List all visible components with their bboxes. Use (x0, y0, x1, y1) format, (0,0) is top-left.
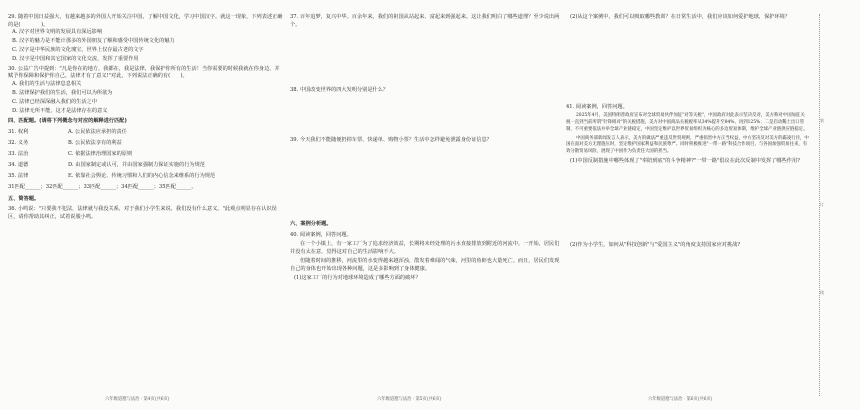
binding-mark: 订 (820, 202, 824, 207)
option-b: B. 法律保护我们的生活，我们可以为所欲为 (12, 89, 113, 96)
question-36: 36. 小鸣说："只要我不犯法，法律就与我没关系，对于我们小学生来说，我们没有什么意义。"此观点明显存在认识误区，请你帮助其纠正，试着说服小鸣。 (8, 206, 277, 220)
option-b: B. 汉字的魅力是不能计那多的外国朋友了解和感受中国传统文化的魅力 (12, 38, 175, 45)
match-definition: C. 依据法律治理国家的原则 (68, 150, 133, 157)
option-d: D. 汉字是中国和其它国家的文化交流，发挥了重要作用 (12, 56, 139, 63)
page-column-5 (290, 14, 562, 285)
option-d: D. 法律无所不能，这才是法律存在的意义 (12, 107, 108, 114)
matching-list (8, 129, 283, 181)
matching-row (8, 162, 283, 170)
match-term: 33. 法治 (8, 150, 29, 157)
case-passage-paragraph: 2025年4月，美国特朗普政府宣布对全球贸易伙伴加征"对等关税"，中国政府对此表示坚决反对，美方称对中国加征关税一直到当前所谓"针锋相对"的关税措施，美方对中国商品关税税率从34%提升至84%，再到125%；二是启动稀土出口管制，不可重要依法并举全球产业链稳定，中国坚定维护以世界贸易组织为核心的多边贸易体制，维护全球产业链供应链稳定。 (566, 113, 808, 132)
page-footer-5: 六年级道德与法治 · 第5页(共6页) (377, 396, 442, 402)
matching-answer-line: 31匹配______；32匹配______；33匹配______；34匹配______；35匹配______。 (8, 184, 197, 191)
match-term: 31. 权利 (8, 128, 29, 135)
question-41-sub-1: (1)中国反制措施中哪些体现了"奉陪到底"的斗争精神?"一带一路"倡议在此次反制中发挥了哪些作用? (570, 158, 800, 165)
question-40-sub-1: (1)这家工厂的行为对地球环境造成了哪些方面的破坏？ (294, 275, 421, 282)
match-definition: E. 依靠社会舆论、传统习惯和人们的内心信念来维系的行为规范 (68, 173, 216, 180)
match-definition: A. 公民依法应承担的责任 (68, 128, 127, 135)
match-definition: B. 公民依法享有的利益 (68, 139, 122, 146)
match-term: 35. 法律 (8, 173, 29, 180)
question-stem: 30. 公益广告中提到："凡是你在的地方，我都在，我是法律，我保护你所有的生活！当你需要的时候我就在你身边，并赋予你保障和保护你自己，法律才有了意义!"对此，下列说法正确的有( )。 (8, 65, 280, 80)
section-title-case-analysis: 六、案例分析题。 (290, 221, 332, 228)
matching-row (8, 140, 283, 148)
question-stem: 29. 随着中国日益强大，有越来越多的外国人开始关注中国，了解中国文化，学习中国汉字。就这一现象，下列表述正确的是( )。 (8, 14, 283, 28)
question-29 (8, 14, 283, 64)
case-passage-paragraph: 在一个小镇上，有一家工厂为了追求经济效益，长期将未经处理的污水直接排放到附近的河流中。一开始，居民们并没有太在意，觉得这对自己的生活影响不大。 (290, 241, 560, 255)
option-c: C. 法律已经深深融入我们的生活之中 (12, 98, 97, 105)
matching-row (8, 173, 283, 181)
question-30 (8, 66, 283, 116)
page-footer-4: 六年级道德与法治 · 第4页(共6页) (105, 396, 170, 402)
matching-row (8, 151, 283, 159)
section-title-short-answer: 五、简答题。 (8, 195, 40, 202)
question-37: 37. 百年追梦，复兴中华。百余年来，我们的祖国从站起来、富起来到强起来。这让我们明白了哪些道理？至少说出两个。 (290, 14, 560, 28)
question-39: 39. 今天我们不能随便扔掉车票、快递单、购物小票？生活中怎样避免泄露身份证信息？ (290, 136, 492, 143)
match-term: 32. 义务 (8, 139, 29, 146)
match-definition: D. 由国家制定或认可，并由国家强制力保证实施的行为规范 (68, 162, 205, 168)
page-column-6 (566, 14, 809, 251)
option-c: C. 汉字是中华民族的文化瑰宝，世界上仅存最古老的文字 (12, 47, 144, 54)
matching-row (8, 129, 283, 137)
page-column-4 (8, 14, 283, 223)
question-41-sub-2: (2)作为小学生，如何从"科技创新"与"爱国主义"的角度支持国家应对挑战? (570, 241, 741, 248)
option-a: A. 汉字对世界文明的发展具有深远影响 (12, 29, 103, 36)
binding-mark: 线 (820, 290, 824, 295)
case-passage-paragraph: 但随着时间的推移，河流里的水变得越来越浑浊，散发着难闻的气味，河里的鱼虾也大量死亡。而且，居民们发现自己的身体也开始出现各种问题，这是多影响到了身体健康。 (290, 258, 560, 272)
binding-mark: 装 (820, 118, 824, 123)
page-footer-6: 六年级道德与法治 · 第6页(共6页) (648, 396, 713, 402)
section-title-matching: 四、匹配题。(请将下列概念与对应的解释进行匹配) (8, 118, 127, 125)
match-term: 34. 道德 (8, 162, 29, 168)
question-40-title: 40. 阅读案例，回答问题。 (290, 231, 352, 238)
case-passage-paragraph: 中国商务部新闻发言人表示，美方的做法严重违反世贸规则，严重损害中方正当权益，中方坚决反对美方的霸凌行径，中国在面对美方无理施压时，坚定维护国家利益和民族尊严。同时积极推进"一带一路"科技合作项目，与各国加强贸易往来，有效分散贸易风险，展现了中国作为负责任大国的担当。 (566, 135, 809, 155)
question-40-sub-2: (2)从这个案例中，我们可以吸取哪些教训？在日常生活中，我们应该如何爱护地球，保护环境？ (570, 14, 791, 20)
question-41-title: 41. 阅读案例，回答问题。 (566, 103, 628, 110)
question-38: 38. 中国改变世界的四大发明分别是什么？ (290, 87, 389, 94)
option-a: A. 我们的生活与法律息息相关 (12, 80, 82, 87)
